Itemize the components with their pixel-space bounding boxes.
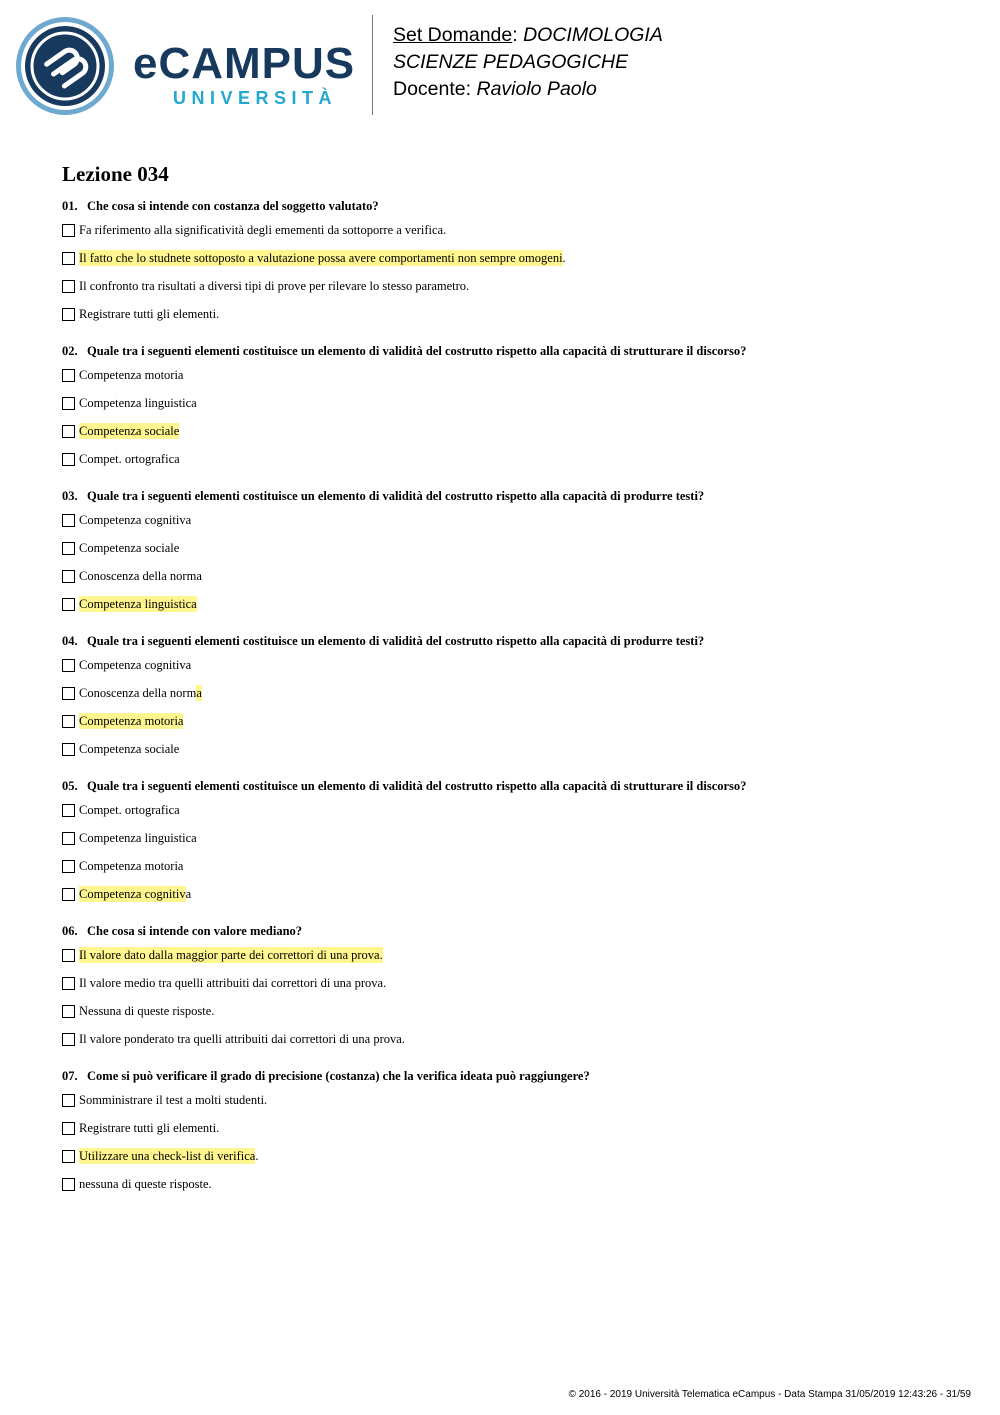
highlighted-answer-text: Il valore dato dalla maggior parte dei correttori di una prova.: [79, 947, 383, 962]
question-block: [62, 921, 942, 1053]
answer-label: [79, 831, 197, 846]
answer-label: [79, 1032, 405, 1047]
question-label: Come si può verificare il grado di precisione (costanza) che la verifica ideata può raggiungere?: [87, 1069, 590, 1083]
answer-label: [79, 279, 469, 294]
answer-option[interactable]: [62, 244, 942, 272]
answer-text: a: [185, 886, 192, 901]
answer-option[interactable]: [62, 417, 942, 445]
question-label: Quale tra i seguenti elementi costituisce un elemento di validità del costrutto rispetto alla capacità di strutturare il discorso?: [87, 779, 747, 793]
answer-option[interactable]: [62, 852, 942, 880]
question-block: [62, 196, 942, 328]
answer-checkbox[interactable]: [62, 570, 75, 583]
ecampus-wordmark-logo: [133, 40, 358, 112]
question-number: 05.: [62, 779, 78, 793]
answer-label: [79, 452, 180, 467]
question-list: [62, 196, 942, 1211]
answer-option[interactable]: [62, 389, 942, 417]
answer-option[interactable]: [62, 445, 942, 473]
answer-checkbox[interactable]: [62, 949, 75, 962]
answer-checkbox[interactable]: [62, 860, 75, 873]
question-block: [62, 1066, 942, 1198]
answer-checkbox[interactable]: [62, 888, 75, 901]
question-number: 07.: [62, 1069, 78, 1083]
answer-option[interactable]: [62, 1086, 942, 1114]
answer-option[interactable]: [62, 707, 942, 735]
answer-checkbox[interactable]: [62, 1005, 75, 1018]
answer-label: [79, 686, 202, 701]
answer-text: Competenza cognitiva: [79, 657, 192, 672]
answer-option[interactable]: [62, 880, 942, 908]
question-number: 03.: [62, 489, 78, 503]
answer-checkbox[interactable]: [62, 1122, 75, 1135]
highlighted-answer-text: Utilizzare una check-list di verifica: [79, 1148, 256, 1163]
answer-text: Fa riferimento alla significatività degli emementi da sottoporre a verifica.: [79, 222, 447, 237]
answer-label: [79, 887, 191, 902]
answer-checkbox[interactable]: [62, 1150, 75, 1163]
highlighted-answer-text: Il fatto che lo studnete sottoposto a valutazione possa avere comportamenti non sempre omogeni: [79, 250, 563, 265]
question-block: [62, 486, 942, 618]
answer-checkbox[interactable]: [62, 832, 75, 845]
answer-text: Competenza linguistica: [79, 830, 197, 845]
teacher-label: Docente:: [393, 78, 472, 100]
set-label: Set Domande: [393, 24, 513, 46]
answer-option[interactable]: [62, 300, 942, 328]
answer-label: [79, 396, 197, 411]
answer-checkbox[interactable]: [62, 659, 75, 672]
answer-label: [79, 742, 179, 757]
answer-option[interactable]: [62, 824, 942, 852]
header-divider: [372, 15, 373, 115]
question-number: 02.: [62, 344, 78, 358]
answer-label: [79, 1121, 219, 1136]
answer-option[interactable]: [62, 562, 942, 590]
lesson-title: Lezione 034: [62, 162, 169, 186]
answer-checkbox[interactable]: [62, 1094, 75, 1107]
question-number: 06.: [62, 924, 78, 938]
header-info: [393, 22, 663, 103]
answer-text: Conoscenza della norma: [79, 568, 202, 583]
answer-label: [79, 803, 180, 818]
answer-checkbox[interactable]: [62, 743, 75, 756]
answer-label: [79, 569, 202, 584]
course-name: SCIENZE PEDAGOGICHE: [393, 51, 629, 73]
answer-label: [79, 859, 183, 874]
answer-checkbox[interactable]: [62, 687, 75, 700]
answer-text: Competenza sociale: [79, 741, 180, 756]
answer-text: Compet. ortografica: [79, 802, 180, 817]
answer-checkbox[interactable]: [62, 542, 75, 555]
teacher-name: Raviolo Paolo: [476, 78, 597, 100]
answer-text: Il confronto tra risultati a diversi tipi di prove per rilevare lo stesso parametro.: [79, 278, 470, 293]
answer-checkbox[interactable]: [62, 453, 75, 466]
answer-text: nessuna di queste risposte.: [79, 1176, 212, 1191]
answer-text: Nessuna di queste risposte.: [79, 1003, 215, 1018]
answer-option[interactable]: [62, 272, 942, 300]
question-block: [62, 631, 942, 763]
answer-checkbox[interactable]: [62, 804, 75, 817]
answer-option[interactable]: [62, 506, 942, 534]
answer-option[interactable]: [62, 651, 942, 679]
answer-label: [79, 1004, 214, 1019]
answer-checkbox[interactable]: [62, 252, 75, 265]
answer-checkbox[interactable]: [62, 715, 75, 728]
answer-option[interactable]: [62, 997, 942, 1025]
answer-label: [79, 1177, 212, 1192]
answer-checkbox[interactable]: [62, 369, 75, 382]
subject-name: DOCIMOLOGIA: [523, 24, 663, 46]
answer-checkbox[interactable]: [62, 1033, 75, 1046]
answer-text: Competenza linguistica: [79, 395, 197, 410]
question-label: Quale tra i seguenti elementi costituisce un elemento di validità del costrutto rispetto alla capacità di produrre testi?: [87, 634, 705, 648]
question-label: Quale tra i seguenti elementi costituisce un elemento di validità del costrutto rispetto alla capacità di strutturare il discorso?: [87, 344, 747, 358]
answer-checkbox[interactable]: [62, 280, 75, 293]
ecampus-emblem-logo: [15, 16, 115, 116]
question-number: 04.: [62, 634, 78, 648]
answer-checkbox[interactable]: [62, 514, 75, 527]
answer-text: .: [255, 1148, 259, 1163]
answer-label: [79, 251, 566, 266]
answer-option[interactable]: [62, 1114, 942, 1142]
highlighted-answer-text: Competenza cognitiv: [79, 886, 186, 901]
answer-checkbox[interactable]: [62, 224, 75, 237]
answer-label: [79, 1093, 267, 1108]
answer-text: Compet. ortografica: [79, 451, 180, 466]
answer-text: Competenza sociale: [79, 540, 180, 555]
answer-label: [79, 976, 386, 991]
question-label: Quale tra i seguenti elementi costituisce un elemento di validità del costrutto rispetto alla capacità di produrre testi?: [87, 489, 705, 503]
set-line: Set Domande: DOCIMOLOGIA: [393, 24, 663, 46]
answer-option[interactable]: [62, 1170, 942, 1198]
teacher-line: [393, 76, 663, 103]
answer-label: [79, 714, 183, 729]
question-number: 01.: [62, 199, 78, 213]
answer-label: [79, 368, 183, 383]
question-label: Che cosa si intende con valore mediano?: [87, 924, 303, 938]
answer-option[interactable]: [62, 679, 942, 707]
answer-option[interactable]: [62, 1142, 942, 1170]
answer-text: Il valore medio tra quelli attribuiti dai correttori di una prova.: [79, 975, 387, 990]
answer-text: Il valore ponderato tra quelli attribuiti dai correttori di una prova.: [79, 1031, 405, 1046]
answer-checkbox[interactable]: [62, 425, 75, 438]
answer-checkbox[interactable]: [62, 1178, 75, 1191]
answer-label: [79, 658, 191, 673]
answer-option[interactable]: [62, 796, 942, 824]
answer-label: [79, 948, 383, 963]
question-text: [62, 776, 942, 796]
answer-label: [79, 307, 219, 322]
answer-label: [79, 223, 446, 238]
question-label: Che cosa si intende con costanza del soggetto valutato?: [87, 199, 379, 213]
answer-option[interactable]: [62, 534, 942, 562]
answer-text: Registrare tutti gli elementi.: [79, 306, 220, 321]
question-text: [62, 341, 942, 361]
question-text: [62, 486, 942, 506]
answer-option[interactable]: [62, 941, 942, 969]
answer-text: Conoscenza della norm: [79, 685, 197, 700]
question-text: [62, 1066, 942, 1086]
answer-checkbox[interactable]: [62, 308, 75, 321]
highlighted-answer-text: Competenza sociale: [79, 423, 180, 438]
answer-option[interactable]: [62, 216, 942, 244]
answer-text: .: [562, 250, 566, 265]
answer-text: Competenza motoria: [79, 367, 184, 382]
answer-label: [79, 513, 191, 528]
question-block: [62, 341, 942, 473]
answer-option[interactable]: [62, 361, 942, 389]
answer-checkbox[interactable]: [62, 598, 75, 611]
question-text: [62, 631, 942, 651]
answer-text: Somministrare il test a molti studenti.: [79, 1092, 268, 1107]
brand-subtitle: UNIVERSITÀ: [173, 88, 338, 108]
answer-checkbox[interactable]: [62, 977, 75, 990]
answer-label: [79, 1149, 258, 1164]
answer-checkbox[interactable]: [62, 397, 75, 410]
answer-text: Registrare tutti gli elementi.: [79, 1120, 220, 1135]
answer-option[interactable]: [62, 590, 942, 618]
question-block: [62, 776, 942, 908]
page-footer: © 2016 - 2019 Università Telematica eCampus - Data Stampa 31/05/2019 12:43:26 - 31/59: [568, 1389, 971, 1400]
answer-option[interactable]: [62, 735, 942, 763]
highlighted-answer-text: Competenza linguistica: [79, 596, 197, 611]
answer-label: [79, 597, 197, 612]
answer-label: [79, 424, 179, 439]
highlighted-answer-text: a: [196, 685, 202, 700]
answer-option[interactable]: [62, 1025, 942, 1053]
answer-label: [79, 541, 179, 556]
brand-name: eCAMPUS: [133, 39, 356, 88]
question-text: [62, 921, 942, 941]
answer-option[interactable]: [62, 969, 942, 997]
answer-text: Competenza cognitiva: [79, 512, 192, 527]
highlighted-answer-text: Competenza motoria: [79, 713, 184, 728]
answer-text: Competenza motoria: [79, 858, 184, 873]
question-text: [62, 196, 942, 216]
